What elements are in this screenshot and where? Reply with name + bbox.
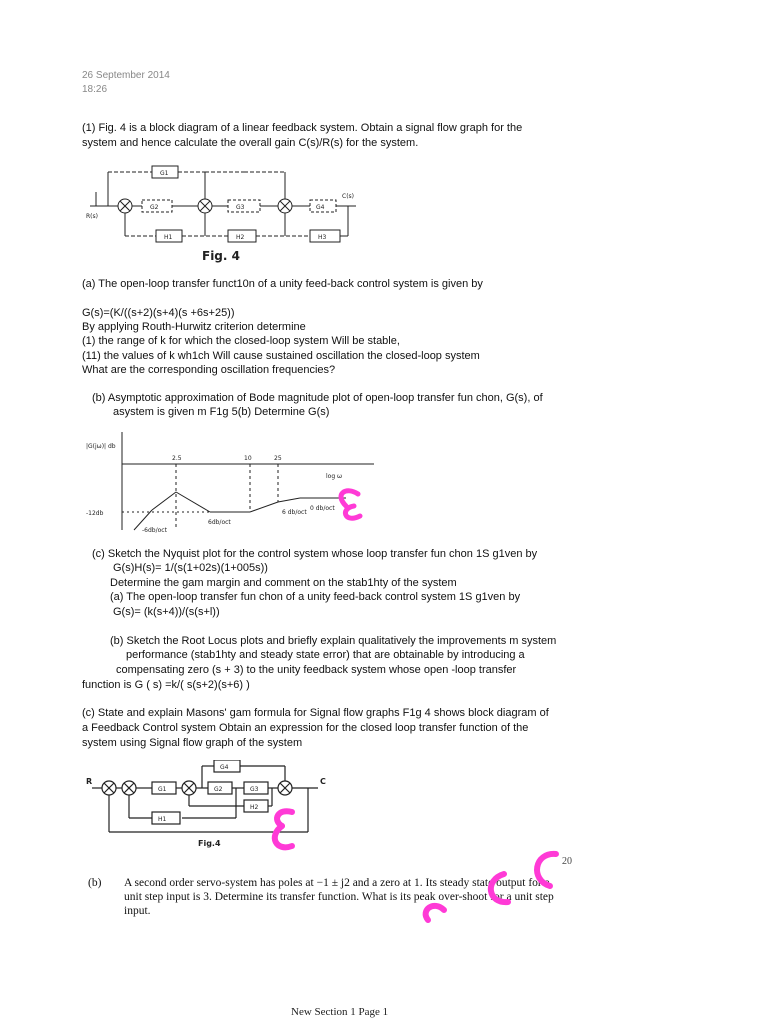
page-footer: New Section 1 Page 1 xyxy=(291,1006,389,1018)
qc-line5: G(s)= (k(s+4))/(s(s+l)) xyxy=(113,606,220,618)
fig1-input-label: R(s) xyxy=(86,213,98,220)
fig1-block-diagram xyxy=(84,164,364,264)
bode-slope-1: -6db/oct xyxy=(142,527,167,534)
fig2-block-g2: G2 xyxy=(214,786,223,793)
fig1-output-label: C(s) xyxy=(342,193,354,200)
q1-line1: (1) Fig. 4 is a block diagram of a linear feedback system. Obtain a signal flow graph for the xyxy=(82,122,523,134)
fig2-block-h2: H2 xyxy=(250,804,259,811)
qe-line3: system using Signal flow graph of the system xyxy=(82,737,303,749)
fig2-block-g4: G4 xyxy=(220,764,229,771)
qf-line3: input. xyxy=(124,905,151,917)
fig1-block-g2: G2 xyxy=(150,204,159,211)
date-stamp: 26 September 2014 xyxy=(82,70,170,81)
bode-slope-2: 6db/oct xyxy=(208,519,231,526)
bode-slope-4: 0 db/oct xyxy=(310,505,335,512)
fig1-block-h2: H2 xyxy=(236,234,245,241)
qf-line1: A second order servo-system has poles at −1 ± j2 and a zero at 1. Its steady state output for a xyxy=(124,877,550,889)
qd-line3: compensating zero (s + 3) to the unity feedback system whose open -loop transfer xyxy=(116,664,517,676)
bode-level: -12db xyxy=(86,510,104,517)
fig1-block-g4: G4 xyxy=(316,204,325,211)
qa-line2: G(s)=(K/((s+2)(s+4)(s +6s+25)) xyxy=(82,307,235,319)
qa-line6: What are the corresponding oscillation frequencies? xyxy=(82,364,336,376)
fig2-output-label: C xyxy=(320,777,326,786)
bode-tick-10: 10 xyxy=(244,455,252,462)
bode-tick-25: 25 xyxy=(274,455,282,462)
qd-line2: performance (stab1hty and steady state error) that are obtainable by introducing a xyxy=(126,649,525,661)
pink-annotation-marks xyxy=(400,840,600,930)
qb-line2: asystem is given m F1g 5(b) Determine G(s) xyxy=(113,406,330,418)
fig1-block-h3: H3 xyxy=(318,234,327,241)
qd-line1: (b) Sketch the Root Locus plots and briefly explain qualitatively the improvements m system xyxy=(110,635,557,647)
qa-line4: (1) the range of k for which the closed-loop system Will be stable, xyxy=(82,335,400,347)
qa-line3: By applying Routh-Hurwitz criterion determine xyxy=(82,321,306,333)
qc-line3: Determine the gam margin and comment on the stab1hty of the system xyxy=(110,577,457,589)
qf-label: (b) xyxy=(88,877,102,889)
bode-slope-3: 6 db/oct xyxy=(282,509,307,516)
bode-ylabel: |G(jω)| db xyxy=(86,443,116,450)
fig1-block-h1: H1 xyxy=(164,234,173,241)
qe-line1: (c) State and explain Masons' gam formula for Signal flow graphs F1g 4 shows block diagram of xyxy=(82,707,549,719)
fig1-block-g3: G3 xyxy=(236,204,245,211)
fig2-block-diagram xyxy=(86,760,338,854)
fig1-block-g1: G1 xyxy=(160,170,169,177)
qb-line1: (b) Asymptotic approximation of Bode magnitude plot of open-loop transfer fun chon, G(s), of xyxy=(92,392,543,404)
qa-line1: (a) The open-loop transfer funct10n of a unity feed-back control system is given by xyxy=(82,278,483,290)
qd-line4: function is G ( s) =k/( s(s+2)(s+6) ) xyxy=(82,679,250,691)
fig2-block-g1: G1 xyxy=(158,786,167,793)
fig2-caption: Fig.4 xyxy=(198,839,221,848)
q1-line2: system and hence calculate the overall gain C(s)/R(s) for the system. xyxy=(82,137,419,149)
qa-line5: (11) the values of k wh1ch Will cause sustained oscillation the closed-loop system xyxy=(82,350,480,362)
qf-marks: 20 xyxy=(562,856,572,867)
bode-plot-figure xyxy=(84,428,374,534)
qf-line2: unit step input is 3. Determine its transfer function. What is its peak over-shoot for a unit step xyxy=(124,891,554,903)
fig2-input-label: R xyxy=(86,777,93,786)
qc-line4: (a) The open-loop transfer fun chon of a unity feed-back control system 1S g1ven by xyxy=(110,591,521,603)
qe-line2: a Feedback Control system Obtain an expression for the closed loop transfer function of the xyxy=(82,722,529,734)
fig2-block-h1: H1 xyxy=(158,816,167,823)
bode-tick-2-5: 2.5 xyxy=(172,455,182,462)
time-stamp: 18:26 xyxy=(82,84,108,95)
bode-xlabel: log ω xyxy=(326,473,343,480)
qc-line2: G(s)H(s)= 1/(s(1+02s)(1+005s)) xyxy=(113,562,268,574)
fig2-block-g3: G3 xyxy=(250,786,259,793)
fig1-caption: Fig. 4 xyxy=(202,249,240,263)
qc-line1: (c) Sketch the Nyquist plot for the control system whose loop transfer fun chon 1S g1ven by xyxy=(92,548,538,560)
